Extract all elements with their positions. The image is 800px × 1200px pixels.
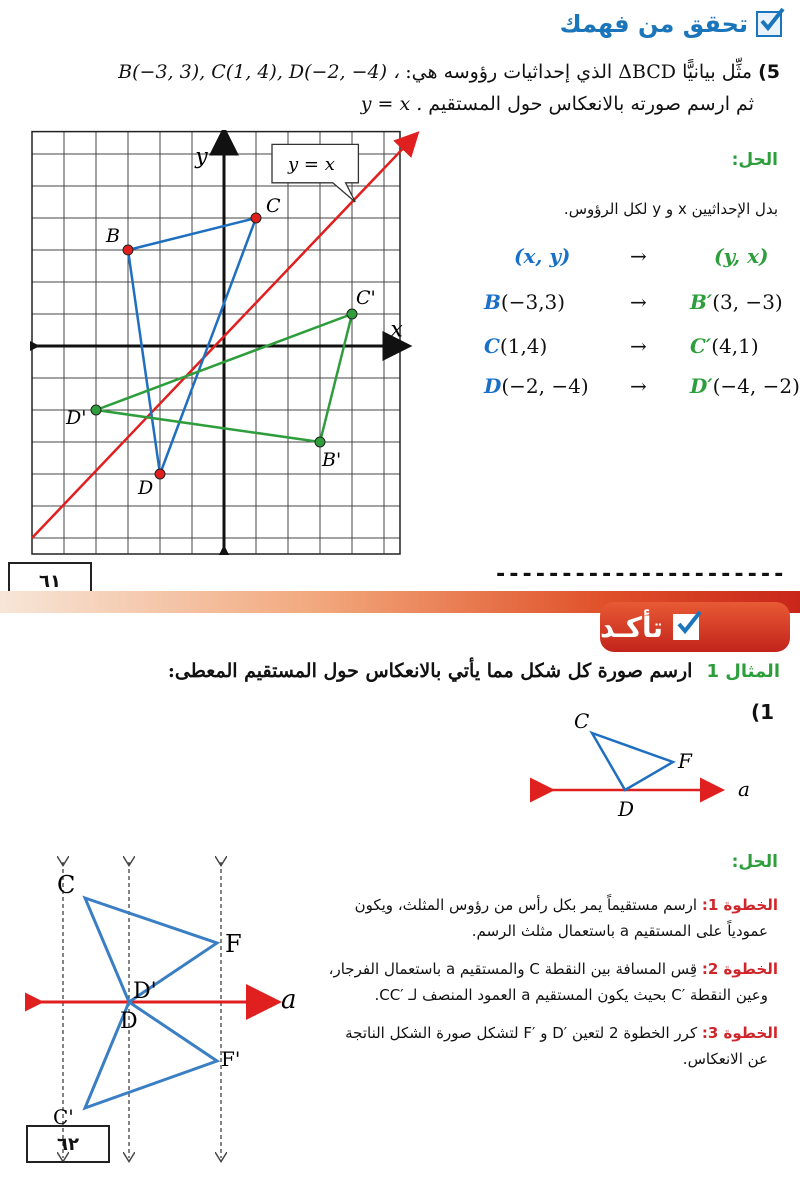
step-3: الخطوة 3: كرر الخطوة 2 لتعين ′D و ′F لتشكل صورة الشكل الناتجة (345, 1024, 778, 1042)
step-1-cont: عمودياً على المستقيم a باستعمال مثلث الرسم. (471, 922, 768, 940)
problem-number: (1 (750, 700, 774, 724)
section-title: تحقق من فهمك (559, 10, 748, 38)
section-title: تأكـد (600, 610, 664, 644)
vertex-label-B-prime: B' (322, 449, 342, 471)
solution-title-2: الحل: (731, 852, 778, 872)
checkbox-icon (673, 614, 699, 640)
question-line-2 (361, 90, 754, 118)
page-number-62: ٦٢ (26, 1125, 110, 1163)
label-C-prime: C' (53, 1105, 74, 1129)
checkbox-icon (756, 11, 782, 37)
label-F: F (225, 930, 242, 958)
table-arrow: → (630, 290, 647, 314)
solution-title: الحل: (731, 150, 778, 170)
question-equation: y = x . (360, 93, 423, 115)
step-3-cont: عن الانعكاس. (682, 1050, 768, 1068)
table-row: D′(−4, −2) (690, 374, 800, 398)
vertex-label-D: D (138, 477, 154, 499)
question-text-1: مثِّل بيانيًّا ΔBCD الذي إحداثيات رؤوسه هي: (399, 61, 753, 83)
label-C: C (57, 871, 76, 899)
line-callout (272, 144, 358, 202)
question-coords: B(−3, 3), C(1, 4), D(−2, −4) ، (118, 61, 400, 83)
vertex-label-B: B (106, 225, 120, 247)
label-D: D (618, 797, 635, 820)
vertex-label-C: C (266, 195, 281, 217)
y-axis-label: y (195, 144, 208, 170)
table-row: B(−3,3) (484, 290, 566, 314)
step-1: الخطوة 1: ارسم مستقيماً يمر بكل رأس من رؤوس المثلث، ويكون (354, 896, 778, 914)
triangle-image (85, 1002, 217, 1108)
label-F: F (678, 749, 692, 773)
vertex-B (123, 245, 133, 255)
label-F-prime: F' (221, 1047, 241, 1071)
step-2-cont: وعين النقطة ′C بحيث يكون المستقيم a العمود المنصف لـ ′CC. (374, 986, 768, 1004)
section-header-check-understanding (560, 4, 782, 44)
label-C: C (574, 709, 590, 733)
label-D: D (120, 1009, 138, 1034)
section-header-confirm (600, 602, 790, 652)
example-text: ارسم صورة كل شكل مما يأتي بالانعكاس حول المستقيم المعطى: (167, 660, 693, 682)
label-D-prime: D' (133, 979, 157, 1004)
table-arrow: → (630, 374, 647, 398)
vertex-B-prime (315, 437, 325, 447)
table-header-right: (y, x) (714, 244, 769, 268)
triangle-CDF (592, 733, 673, 790)
vertex-label-C-prime: C' (356, 287, 376, 309)
vertex-C-prime (347, 309, 357, 319)
label-a: a (281, 985, 297, 1015)
divider-dashes: ---------------------- (494, 562, 786, 587)
vertex-label-D-prime: D' (66, 407, 87, 429)
table-row: C′(4,1) (690, 334, 759, 358)
table-arrow: → (630, 334, 647, 358)
label-a: a (738, 777, 750, 801)
step-2: الخطوة 2: قِس المسافة بين النقطة C والمستقيم a باستعمال الفرجار، (328, 960, 778, 978)
table-row: D(−2, −4) (484, 374, 589, 398)
vertex-C (251, 213, 261, 223)
solution-steps (308, 892, 778, 1072)
question-line-1 (118, 58, 780, 86)
vertex-D (155, 469, 165, 479)
x-axis-label: x (390, 317, 403, 343)
line-label: y = x (288, 154, 335, 175)
question-text-2: ثم ارسم صورته بالانعكاس حول المستقيم (422, 93, 754, 115)
example-label: المثال 1 (706, 661, 780, 682)
coordinate-graph (30, 130, 420, 555)
table-arrow: → (630, 244, 647, 268)
table-header-left: (x, y) (514, 244, 571, 268)
table-row: C(1,4) (484, 334, 548, 358)
question-number: 5) (758, 61, 780, 83)
table-row: B′(3, −3) (690, 290, 783, 314)
page-number-61: ٦١ (8, 562, 92, 600)
vertex-D-prime (91, 405, 101, 415)
example-line (168, 660, 780, 682)
reflection-figure (25, 848, 315, 1168)
small-triangle-figure (520, 690, 760, 820)
solution-text: بدل الإحداثيين x و y لكل الرؤوس. (563, 200, 778, 218)
